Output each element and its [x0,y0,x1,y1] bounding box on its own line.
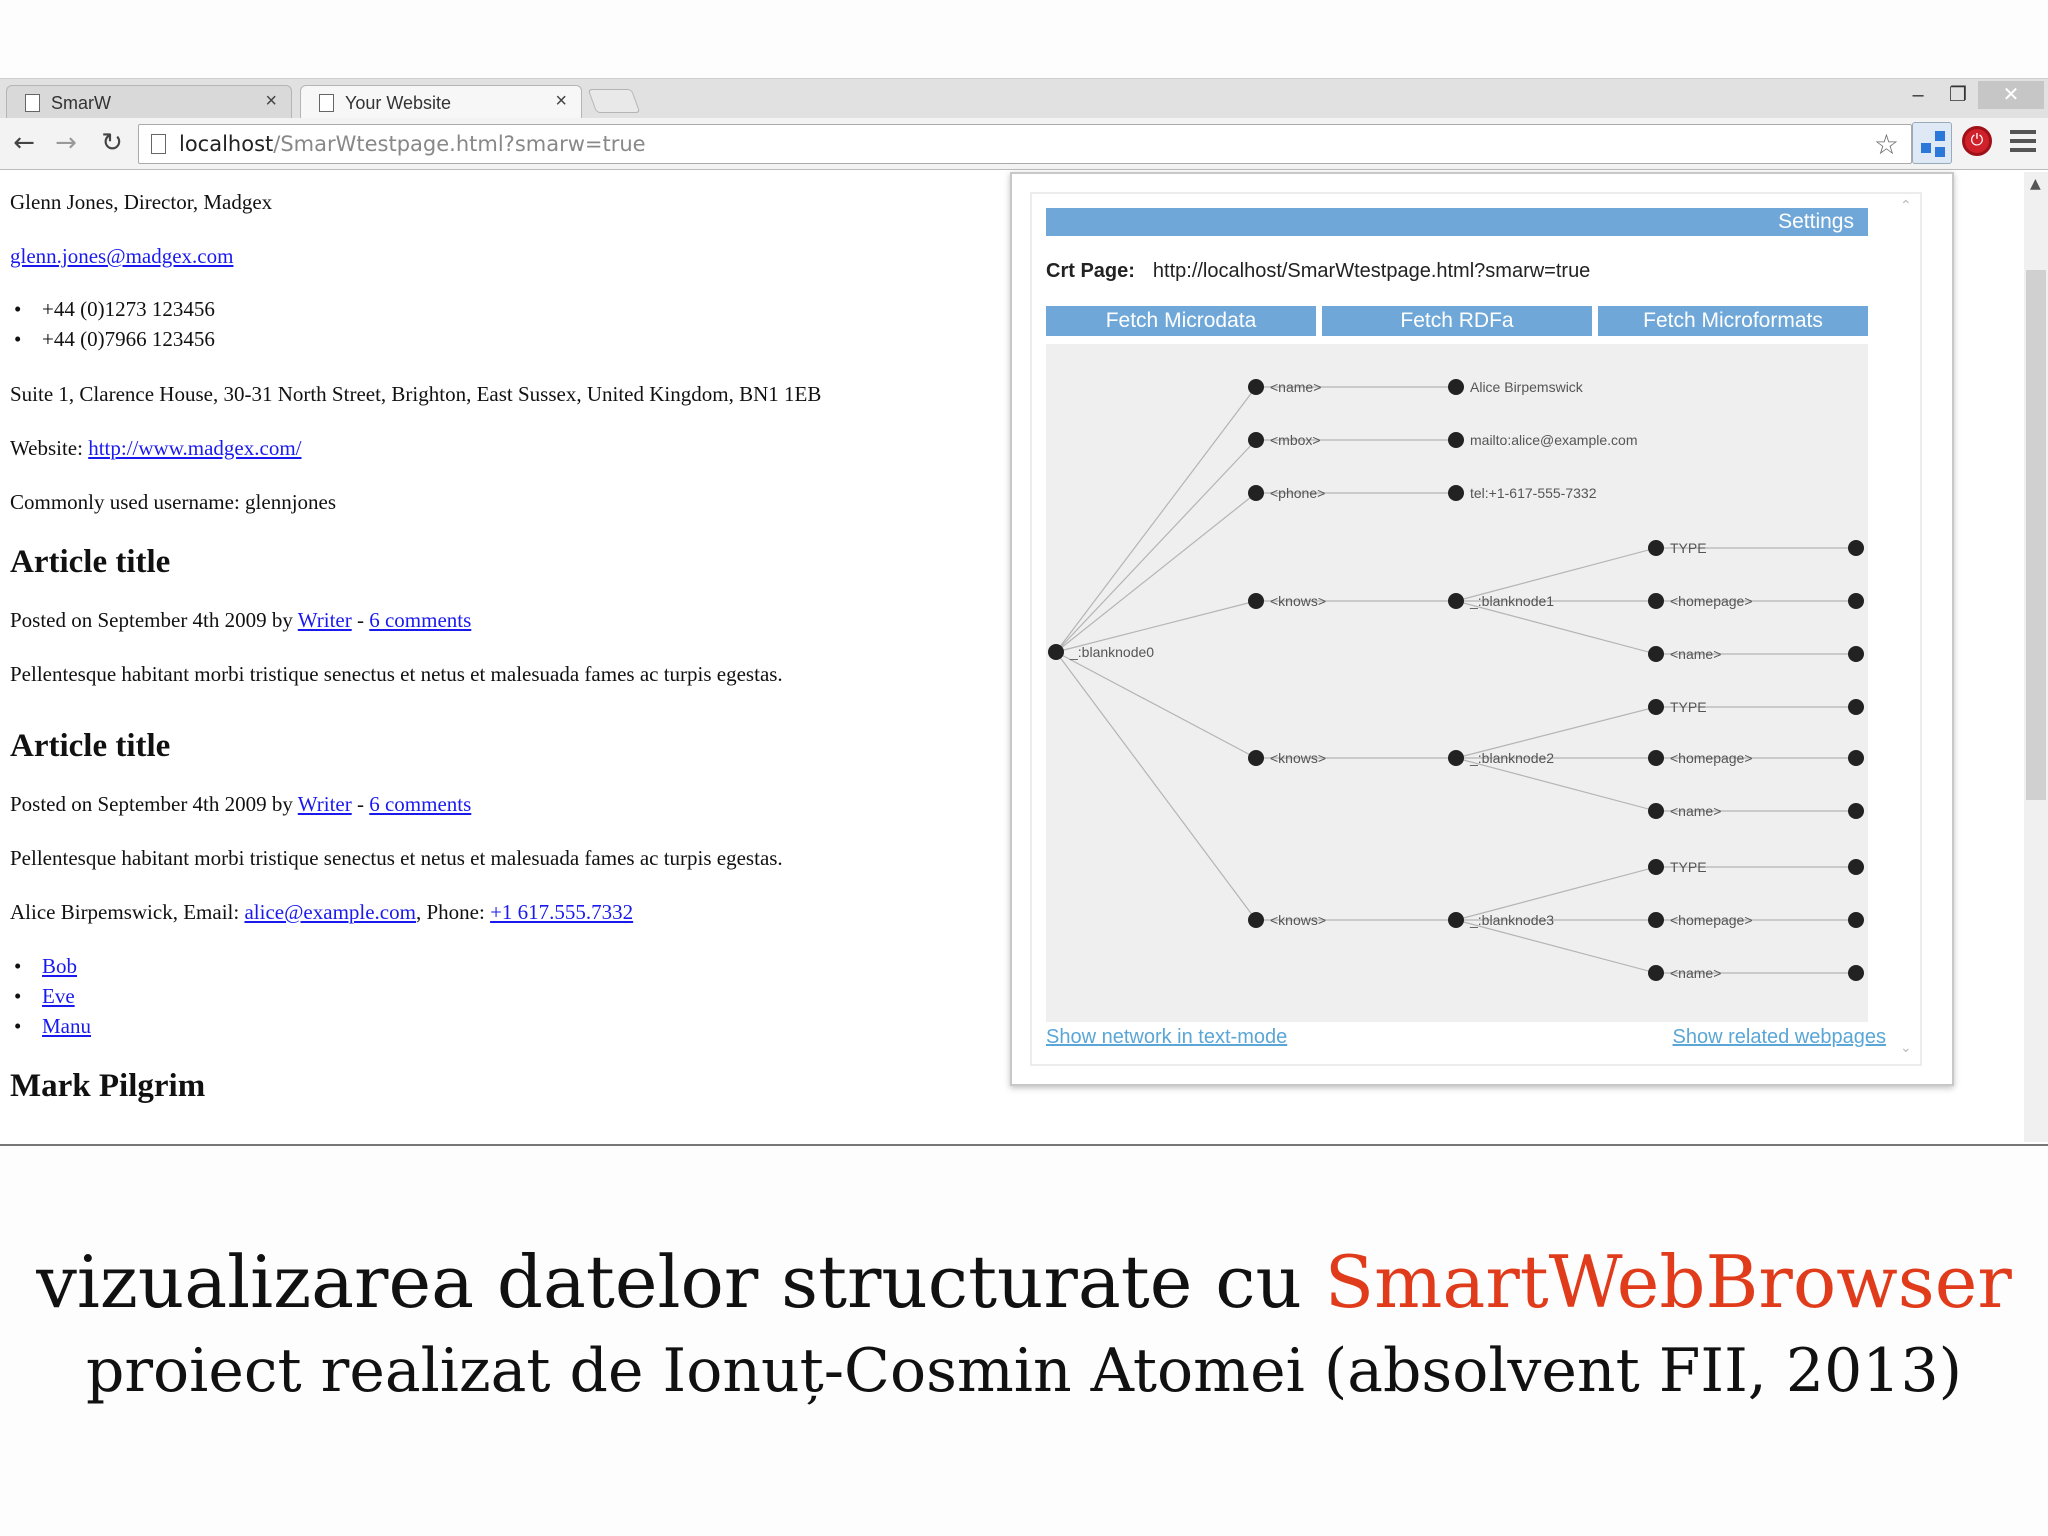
graph-node[interactable] [1448,379,1464,395]
reload-button[interactable]: ↻ [101,128,123,158]
graph-edge [1056,652,1256,758]
scroll-up-icon[interactable]: ▲ [2030,176,2041,192]
person-heading: Mark Pilgrim [10,1068,206,1104]
graph-node[interactable] [1448,432,1464,448]
url-path: /SmarWtestpage.html?smarw=true [273,132,646,156]
username-line: Commonly used username: glennjones [10,490,337,514]
graph-child-label: <name> [1670,646,1722,662]
graph-node[interactable] [1848,593,1864,609]
graph-child-label: <homepage> [1670,912,1753,928]
address-bar[interactable] [138,124,1912,164]
graph-node[interactable] [1248,912,1264,928]
list-item [42,984,75,1008]
graph-node[interactable] [1448,593,1464,609]
fetch-microdata-button[interactable]: Fetch Microdata [1046,306,1316,336]
graph-predicate-label: <knows> [1270,750,1327,766]
article-body: Pellentesque habitant morbi tristique senectus et netus et malesuada fames ac turpis egestas. [10,846,783,870]
network-node-icon [1935,147,1945,157]
graph-node[interactable] [1448,485,1464,501]
graph-child-label: TYPE [1670,699,1707,715]
contact-line: Glenn Jones, Director, Madgex [10,190,273,214]
posted-text: Posted on September 4th 2009 by [10,608,298,632]
list-item [42,954,77,978]
minimize-button[interactable]: – [1912,84,1924,106]
forward-button[interactable]: → [55,128,77,158]
browser-window [0,78,2048,1146]
list-item: • +44 (0)7966 123456 [42,327,215,351]
caption-brand: SmartWebBrowser [1324,1240,2012,1324]
graph-value-label: tel:+1-617-555-7332 [1470,485,1597,501]
network-node-icon [1935,131,1945,141]
graph-node[interactable] [1648,750,1664,766]
document-icon [25,94,40,112]
rdf-network-graph[interactable] [1046,344,1868,1022]
caption-title-text: vizualizarea datelor structurate cu [36,1240,1325,1324]
document-icon [319,94,334,112]
graph-node[interactable] [1248,485,1264,501]
menu-icon[interactable] [2010,130,2036,157]
bookmark-star-icon[interactable]: ☆ [1873,128,1899,161]
page-scrollbar[interactable] [2024,172,2048,1142]
fetch-rdfa-button[interactable]: Fetch RDFa [1322,306,1592,336]
fetch-microformats-button[interactable]: Fetch Microformats [1598,306,1868,336]
new-tab-button[interactable] [588,89,641,113]
friend-link-eve[interactable]: Eve [42,984,75,1008]
website-line [10,436,302,460]
settings-button[interactable]: Settings [1046,208,1868,236]
graph-value-label: mailto:alice@example.com [1470,432,1638,448]
author-link[interactable]: Writer [297,792,352,816]
tab-title: Your Website [345,93,452,113]
graph-node[interactable] [1848,750,1864,766]
email-link[interactable]: glenn.jones@madgex.com [10,244,234,268]
comments-link[interactable]: 6 comments [369,792,472,816]
website-link[interactable]: http://www.madgex.com/ [88,436,302,460]
author-link[interactable]: Writer [297,608,352,632]
close-tab-icon[interactable]: × [265,90,277,112]
graph-node[interactable] [1648,965,1664,981]
graph-node[interactable] [1648,912,1664,928]
graph-child-label: <homepage> [1670,750,1753,766]
maximize-button[interactable]: ❐ [1949,84,1967,106]
graph-node[interactable] [1248,432,1264,448]
friend-link-manu[interactable]: Manu [42,1014,91,1038]
tab-title: SmarW [51,93,111,113]
graph-child-label: <name> [1670,803,1722,819]
graph-child-label: <name> [1670,965,1722,981]
article-title: Article title [10,544,171,580]
graph-node[interactable] [1848,646,1864,662]
alice-email-link[interactable]: alice@example.com [244,900,416,924]
webpage-content [0,172,1000,1142]
comments-link[interactable]: 6 comments [369,608,472,632]
scroll-up-icon[interactable]: ⌃ [1900,198,1912,214]
graph-node[interactable] [1048,644,1064,660]
close-window-button[interactable]: ✕ [1978,81,2044,109]
article-meta [10,608,471,632]
current-page-label: Crt Page: [1046,260,1135,282]
graph-edge [1056,493,1256,652]
graph-value-label: _:blanknode3 [1470,912,1555,928]
article-meta [10,792,471,816]
graph-edge [1056,440,1256,652]
graph-predicate-label: <knows> [1270,912,1327,928]
alice-contact-line [10,900,633,924]
scroll-down-icon[interactable]: ⌄ [1900,1040,1912,1056]
graph-value-label: _:blanknode1 [1470,593,1555,609]
url-text [179,132,646,156]
graph-value-label: _:blanknode2 [1470,750,1555,766]
tab-your-website[interactable] [300,85,582,120]
graph-predicate-label: <phone> [1270,485,1326,501]
graph-node[interactable] [1648,859,1664,875]
alice-label: Alice Birpemswick, Email: [10,900,245,924]
phone-label: , Phone: [415,900,491,924]
popup-scrollbar[interactable] [1896,192,1918,1066]
graph-node[interactable] [1848,859,1864,875]
graph-predicate-label: <mbox> [1270,432,1321,448]
scrollbar-thumb[interactable] [2026,270,2046,800]
graph-node[interactable] [1648,646,1664,662]
graph-node[interactable] [1248,750,1264,766]
list-item [42,1014,91,1038]
graph-node[interactable] [1648,803,1664,819]
back-button[interactable]: ← [13,128,35,158]
current-page-url: http://localhost/SmarWtestpage.html?smarw=true [1152,260,1591,282]
article-body: Pellentesque habitant morbi tristique senectus et netus et malesuada fames ac turpis egestas. [10,662,783,686]
graph-predicate-label: <name> [1270,379,1322,395]
caption-subtitle: proiect realizat de Ionuț-Cosmin Atomei (absolvent FII, 2013) [85,1336,1963,1406]
graph-node[interactable] [1448,750,1464,766]
graph-node[interactable] [1448,912,1464,928]
close-tab-icon[interactable]: × [555,90,567,112]
alice-phone-link[interactable]: +1 617.555.7332 [490,900,634,924]
graph-node[interactable] [1848,803,1864,819]
page-icon [151,134,166,154]
graph-edge [1056,387,1256,652]
show-text-mode-link[interactable]: Show network in text-mode [1046,1026,1288,1048]
network-node-icon [1921,143,1931,153]
website-label: Website: [10,436,89,460]
current-page-row [1046,260,1590,283]
network-graph-svg[interactable] [1046,344,1868,1022]
tab-smarw[interactable] [6,85,292,119]
graph-node[interactable] [1848,912,1864,928]
graph-child-label: <homepage> [1670,593,1753,609]
graph-node[interactable] [1648,593,1664,609]
address-line: Suite 1, Clarence House, 30-31 North Street, Brighton, East Sussex, United Kingdom, BN1 1EB [10,382,822,406]
posted-text: Posted on September 4th 2009 by [10,792,298,816]
graph-node[interactable] [1848,965,1864,981]
article-title: Article title [10,728,171,764]
friend-link-bob[interactable]: Bob [42,954,78,978]
graph-node[interactable] [1248,593,1264,609]
separator: - [351,608,370,632]
smartwebbrowser-extension-icon[interactable] [1912,122,1952,164]
graph-node[interactable] [1648,699,1664,715]
graph-node[interactable] [1248,379,1264,395]
show-related-webpages-link[interactable]: Show related webpages [1672,1026,1886,1048]
graph-node[interactable] [1648,540,1664,556]
list-item: • +44 (0)1273 123456 [42,297,215,321]
graph-root-label: _:blanknode0 [1070,644,1155,660]
graph-child-label: TYPE [1670,859,1707,875]
graph-node[interactable] [1848,540,1864,556]
tab-strip [0,78,2048,118]
graph-child-label: TYPE [1670,540,1707,556]
caption-title [0,1240,2048,1324]
stop-extension-icon[interactable]: ⏻ [1962,126,1992,156]
graph-value-label: Alice Birpemswick [1470,379,1583,395]
graph-edge [1056,652,1256,920]
smartwebbrowser-popup [1010,172,1954,1086]
url-host: localhost [179,132,274,156]
graph-predicate-label: <knows> [1270,593,1327,609]
separator: - [351,792,370,816]
browser-toolbar [0,118,2048,170]
graph-node[interactable] [1848,699,1864,715]
